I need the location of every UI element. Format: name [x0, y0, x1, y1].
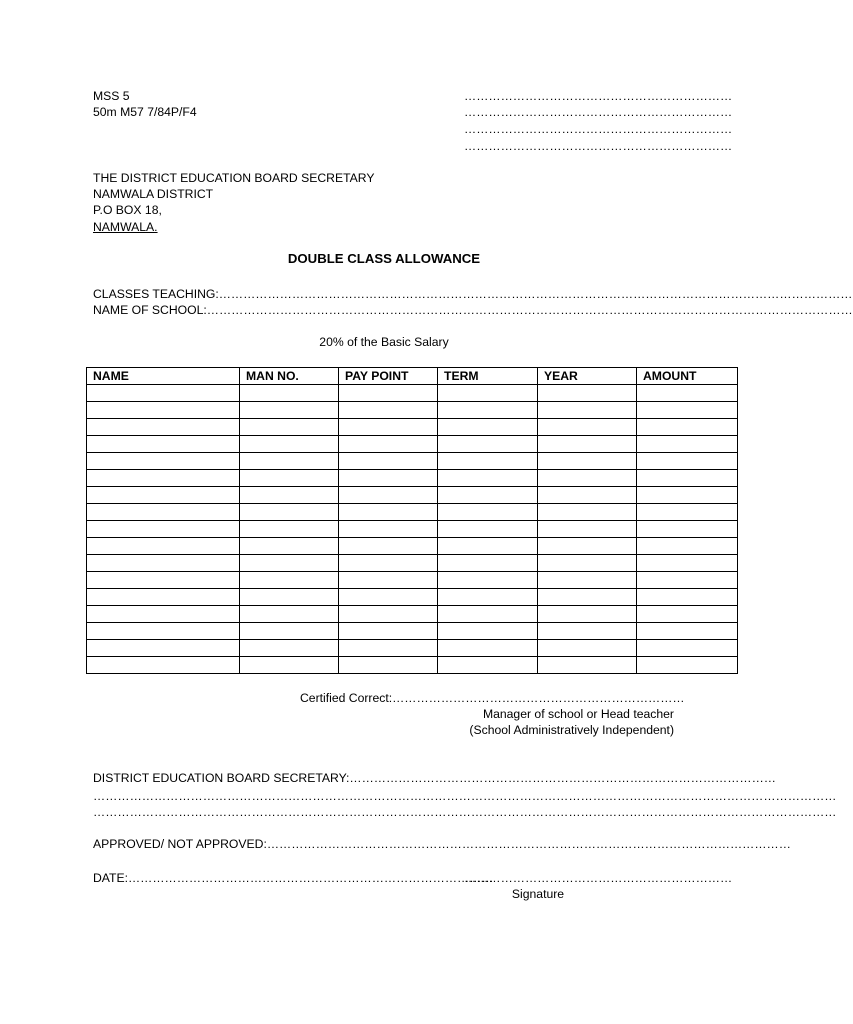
table-cell[interactable]: [538, 640, 637, 657]
table-cell[interactable]: [538, 521, 637, 538]
certifier-note: (School Administratively Independent): [469, 723, 674, 737]
table-cell[interactable]: [637, 385, 738, 402]
school-name-field: NAME OF SCHOOL:……………………………………………………………………………………………………………………………………………: [93, 303, 853, 317]
table-cell[interactable]: [339, 487, 438, 504]
table-cell[interactable]: [240, 521, 339, 538]
table-cell[interactable]: [438, 555, 538, 572]
table-cell[interactable]: [637, 640, 738, 657]
table-cell[interactable]: [240, 402, 339, 419]
table-cell[interactable]: [240, 555, 339, 572]
table-cell[interactable]: [87, 436, 240, 453]
table-cell[interactable]: [339, 419, 438, 436]
table-cell[interactable]: [438, 538, 538, 555]
table-cell[interactable]: [339, 436, 438, 453]
table-cell[interactable]: [87, 487, 240, 504]
table-cell[interactable]: [87, 419, 240, 436]
table-cell[interactable]: [240, 572, 339, 589]
blank-line: …………………………………………………………………………………………………………………………………………………………………: [93, 789, 837, 803]
table-row: [87, 402, 738, 419]
column-header-term: TERM: [438, 368, 538, 385]
header-blank-line: …………………………………………………………: [464, 105, 733, 119]
table-row: [87, 657, 738, 674]
table-body: [87, 385, 738, 674]
table-cell[interactable]: [87, 657, 240, 674]
table-cell[interactable]: [339, 521, 438, 538]
table-cell[interactable]: [87, 572, 240, 589]
table-row: [87, 572, 738, 589]
header-blank-line: …………………………………………………………: [464, 122, 733, 136]
table-cell[interactable]: [438, 572, 538, 589]
table-cell[interactable]: [637, 538, 738, 555]
table-cell[interactable]: [438, 453, 538, 470]
allowance-table: [86, 367, 738, 674]
table-cell[interactable]: [438, 419, 538, 436]
table-cell[interactable]: [87, 640, 240, 657]
table-cell[interactable]: [637, 589, 738, 606]
table-row: [87, 521, 738, 538]
table-row: [87, 640, 738, 657]
table-cell[interactable]: [339, 402, 438, 419]
table-cell[interactable]: [240, 538, 339, 555]
table-cell[interactable]: [87, 385, 240, 402]
table-row: [87, 436, 738, 453]
table-cell[interactable]: [538, 453, 637, 470]
table-cell[interactable]: [87, 402, 240, 419]
table-row: [87, 538, 738, 555]
table-cell[interactable]: [339, 555, 438, 572]
table-cell[interactable]: [240, 470, 339, 487]
table-cell[interactable]: [637, 436, 738, 453]
table-cell[interactable]: [339, 640, 438, 657]
table-cell[interactable]: [438, 487, 538, 504]
table-cell[interactable]: [87, 521, 240, 538]
classes-teaching-field: CLASSES TEACHING:…………………………………………………………………………………………………………………………………………: [93, 287, 853, 301]
table-cell[interactable]: [240, 385, 339, 402]
column-header-pay-point: PAY POINT: [339, 368, 438, 385]
table-row: [87, 623, 738, 640]
table-cell[interactable]: [240, 623, 339, 640]
table-cell[interactable]: [538, 572, 637, 589]
header-blank-line: …………………………………………………………: [464, 139, 733, 153]
table-cell[interactable]: [538, 657, 637, 674]
table-cell[interactable]: [538, 504, 637, 521]
page-title: DOUBLE CLASS ALLOWANCE: [287, 251, 481, 266]
certified-correct-line: Certified Correct:………………………………………………………………: [300, 691, 685, 705]
table-cell[interactable]: [538, 402, 637, 419]
address-line-4: NAMWALA.: [93, 220, 158, 234]
table-cell[interactable]: [637, 504, 738, 521]
table-cell[interactable]: [538, 436, 637, 453]
table-cell[interactable]: [637, 572, 738, 589]
table-cell[interactable]: [240, 419, 339, 436]
table-cell[interactable]: [87, 589, 240, 606]
table-cell[interactable]: [637, 555, 738, 572]
table-row: [87, 385, 738, 402]
table-row: [87, 453, 738, 470]
table-cell[interactable]: [240, 589, 339, 606]
table-cell[interactable]: [538, 385, 637, 402]
certifier-role: Manager of school or Head teacher: [482, 707, 674, 721]
table-cell[interactable]: [339, 385, 438, 402]
table-cell[interactable]: [339, 572, 438, 589]
table-cell[interactable]: [240, 640, 339, 657]
table-cell[interactable]: [339, 589, 438, 606]
column-header-year: YEAR: [538, 368, 637, 385]
table-cell[interactable]: [240, 436, 339, 453]
table-cell[interactable]: [240, 504, 339, 521]
table-cell[interactable]: [87, 453, 240, 470]
column-header-amount: AMOUNT: [637, 368, 738, 385]
table-row: [87, 555, 738, 572]
form-code: MSS 5: [93, 89, 130, 103]
table-cell[interactable]: [637, 470, 738, 487]
table-cell[interactable]: [637, 419, 738, 436]
table-cell[interactable]: [339, 623, 438, 640]
table-cell[interactable]: [339, 470, 438, 487]
table-cell[interactable]: [438, 589, 538, 606]
reference-code: 50m M57 7/84P/F4: [93, 105, 197, 119]
table-cell[interactable]: [538, 470, 637, 487]
table-cell[interactable]: [240, 487, 339, 504]
table-cell[interactable]: [339, 538, 438, 555]
signature-line: …………………………………………………………: [464, 871, 733, 885]
table-cell[interactable]: [339, 504, 438, 521]
table-cell[interactable]: [637, 623, 738, 640]
table-cell[interactable]: [438, 606, 538, 623]
table-cell[interactable]: [240, 657, 339, 674]
table-cell[interactable]: [339, 606, 438, 623]
table-cell[interactable]: [87, 555, 240, 572]
address-line-2: NAMWALA DISTRICT: [93, 187, 214, 201]
table-cell[interactable]: [637, 657, 738, 674]
table-cell[interactable]: [438, 385, 538, 402]
salary-note: 20% of the Basic Salary: [319, 335, 449, 349]
table-cell[interactable]: [438, 623, 538, 640]
debs-line: DISTRICT EDUCATION BOARD SECRETARY:……………………………………………………………………………………………: [93, 771, 776, 785]
signature-label: Signature: [511, 887, 565, 901]
table-cell[interactable]: [240, 606, 339, 623]
table-cell[interactable]: [538, 623, 637, 640]
table-cell[interactable]: [87, 538, 240, 555]
table-cell[interactable]: [339, 657, 438, 674]
table-header-row: [87, 368, 738, 385]
approval-line: APPROVED/ NOT APPROVED:…………………………………………………………………………………………………………………: [93, 837, 791, 851]
header-blank-line: …………………………………………………………: [464, 89, 733, 103]
table-cell[interactable]: [538, 538, 637, 555]
table-row: [87, 487, 738, 504]
table-cell[interactable]: [438, 436, 538, 453]
table-cell[interactable]: [87, 504, 240, 521]
date-line: DATE:………………………………………………………………………………: [93, 871, 494, 885]
table-cell[interactable]: [438, 470, 538, 487]
table-row: [87, 504, 738, 521]
table-cell[interactable]: [438, 657, 538, 674]
table-cell[interactable]: [87, 606, 240, 623]
table-cell[interactable]: [538, 487, 637, 504]
table-cell[interactable]: [240, 453, 339, 470]
table-cell[interactable]: [438, 521, 538, 538]
address-line-1: THE DISTRICT EDUCATION BOARD SECRETARY: [93, 171, 375, 185]
table-cell[interactable]: [438, 640, 538, 657]
table-cell[interactable]: [87, 470, 240, 487]
table-cell[interactable]: [637, 606, 738, 623]
table-row: [87, 606, 738, 623]
table-cell[interactable]: [538, 589, 637, 606]
table-cell[interactable]: [87, 623, 240, 640]
table-cell[interactable]: [637, 521, 738, 538]
address-line-3: P.O BOX 18,: [93, 203, 162, 217]
blank-line: …………………………………………………………………………………………………………………………………………………………………: [93, 805, 837, 819]
table-cell[interactable]: [339, 453, 438, 470]
table-cell[interactable]: [637, 402, 738, 419]
table-cell[interactable]: [538, 606, 637, 623]
column-header-name: NAME: [87, 368, 240, 385]
column-header-man-no: MAN NO.: [240, 368, 339, 385]
table-cell[interactable]: [637, 453, 738, 470]
table-row: [87, 419, 738, 436]
table-row: [87, 589, 738, 606]
table-cell[interactable]: [438, 402, 538, 419]
table-cell[interactable]: [538, 419, 637, 436]
table-row: [87, 470, 738, 487]
table-cell[interactable]: [538, 555, 637, 572]
table-cell[interactable]: [438, 504, 538, 521]
table-cell[interactable]: [637, 487, 738, 504]
